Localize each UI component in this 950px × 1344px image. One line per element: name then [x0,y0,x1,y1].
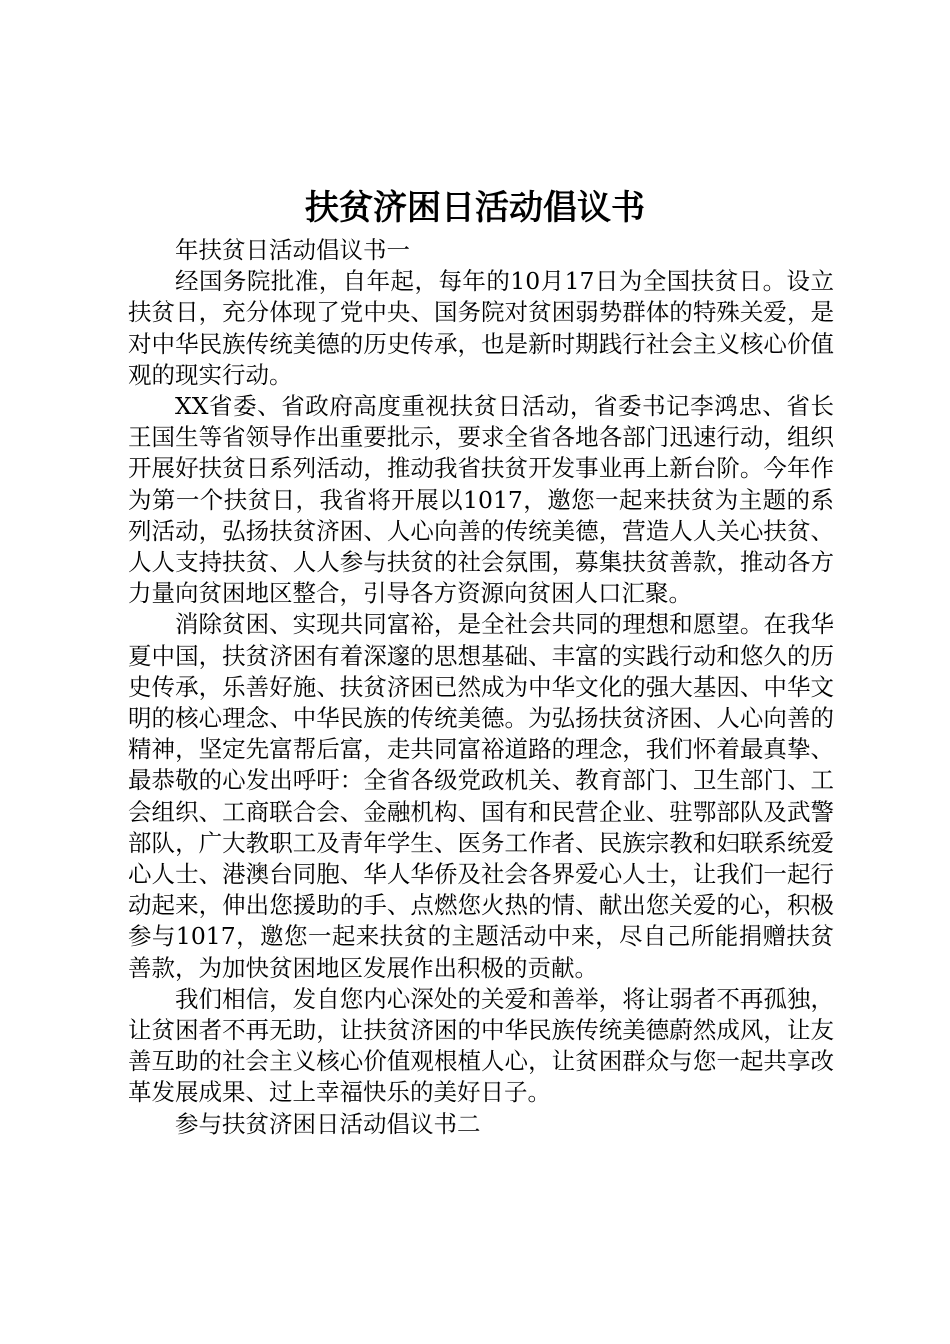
document-body [128,235,834,1140]
section-heading-1: 年扶贫日活动倡议书一 [175,236,410,264]
section-heading-2: 参与扶贫济困日活动倡议书二 [175,1109,481,1138]
paragraph-intro: 经国务院批准，自年起，每年的10月17日为全国扶贫日。设立扶贫日，充分体现了党中央、国务院对贫困弱势群体的特殊关爱，是对中华民族传统美德的历史传承，也是新时期践行社会主义核心价值观的现实行动。 [128,267,834,389]
paragraph-provincial-activities: XX省委、省政府高度重视扶贫日活动，省委书记李鸿忠、省长王国生等省领导作出重要批示，要求全省各地各部门迅速行动，组织开展好扶贫日系列活动，推动我省扶贫开发事业再上新台阶。今年作为第一个扶贫日，我省将开展以1017，邀您一起来扶贫为主题的系列活动，弘扬扶贫济困、人心向善的传统美德，营造人人关心扶贫、人人支持扶贫、人人参与扶贫的社会氛围，募集扶贫善款，推动各方力量向贫困地区整合，引导各方资源向贫困人口汇聚。 [128,392,834,608]
paragraph-appeal: 消除贫困、实现共同富裕，是全社会共同的理想和愿望。在我华夏中国，扶贫济困有着深邃的思想基础、丰富的实践行动和悠久的历史传承，乐善好施、扶贫济困已然成为中华文化的强大基因、中华文明的核心理念、中华民族的传统美德。为弘扬扶贫济困、人心向善的精神，坚定先富帮后富，走共同富裕道路的理念，我们怀着最真挚、最恭敬的心发出呼吁：全省各级党政机关、教育部门、卫生部门、工会组织、工商联合会、金融机构、国有和民营企业、驻鄂部队及武警部队，广大教职工及青年学生、医务工作者、民族宗教和妇联系统爱心人士、港澳台同胞、华人华侨及社会各界爱心人士，让我们一起行动起来，伸出您援助的手、点燃您火热的情、献出您关爱的心，积极参与1017，邀您一起来扶贫的主题活动中来，尽自己所能捐赠扶贫善款，为加快贫困地区发展作出积极的贡献。 [128,610,834,982]
document-title: 扶贫济困日活动倡议书 [305,188,645,228]
paragraph-belief: 我们相信，发自您内心深处的关爱和善举，将让弱者不再孤独，让贫困者不再无助，让扶贫济困的中华民族传统美德蔚然成风，让友善互助的社会主义核心价值观根植人心，让贫困群众与您一起共享改革发展成果、过上幸福快乐的美好日子。 [128,984,834,1107]
